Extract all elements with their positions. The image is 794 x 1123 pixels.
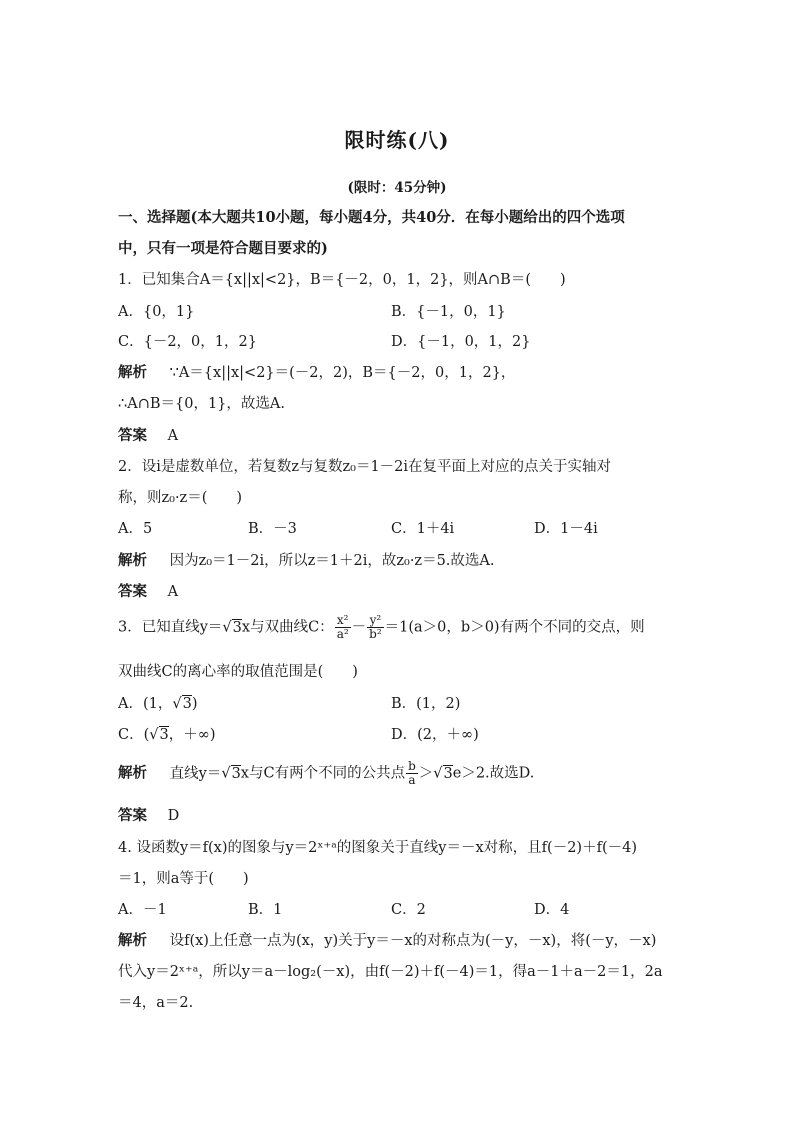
analysis-label: 解析 <box>118 552 147 569</box>
answer-label: 答案 <box>118 807 147 824</box>
q3-analysis-frac-num: b <box>408 759 416 773</box>
sqrt-symbol: √ <box>433 765 443 782</box>
section-heading-line-2: 中，只有一项是符合题目要求的) <box>118 240 328 257</box>
q2-option-a: A．5 <box>118 521 153 537</box>
q2-analysis-text: 因为z₀＝1－2i，所以z＝1＋2i，故z₀·z＝5.故选A. <box>169 553 495 569</box>
sqrt-symbol: √ <box>221 765 231 782</box>
q4-option-a: A．－1 <box>118 902 167 918</box>
q1-analysis-text-2: ∴A∩B＝{0，1}，故选A. <box>118 396 285 412</box>
q1-option-d: D．{－1，0，1，2} <box>391 334 531 350</box>
q3-analysis-pre: 直线y＝ <box>169 765 222 782</box>
q2-stem-1: 2．设i是虚数单位，若复数z与复数z₀＝1－2i在复平面上对应的点关于实轴对 <box>118 459 612 475</box>
q4-analysis-text-1: 设f(x)上任意一点为(x，y)关于y＝－x的对称点为(－y，－x)，将(－y，－x) <box>169 933 657 949</box>
q3-stem-pre: 3．已知直线y＝ <box>118 619 223 636</box>
answer-label: 答案 <box>118 583 147 600</box>
q2-option-c: C．1＋4i <box>391 521 455 537</box>
q2-option-b: B．－3 <box>248 521 297 537</box>
q3-analysis-mid: x与C有两个不同的公共点 <box>240 765 406 782</box>
q3-minus: － <box>351 619 367 636</box>
analysis-label: 解析 <box>118 932 147 949</box>
q4-analysis <box>118 929 656 950</box>
q1-analysis <box>118 361 515 382</box>
q3-option-d: D．(2，＋∞) <box>391 727 479 743</box>
section-heading-line-1: 一、选择题(本大题共10小题，每小题4分，共40分．在每小题给出的四个选项 <box>118 209 625 226</box>
q3-analysis-post: e＞2.故选D. <box>452 765 535 782</box>
q3-stem-mid: x与双曲线C： <box>241 619 334 636</box>
q3-option-c-sqrt: 3 <box>159 727 169 743</box>
q2-stem-2: 称，则z₀·z＝( ) <box>118 490 243 506</box>
q3-option-a-sqrt: 3 <box>182 696 192 712</box>
q3-analysis <box>118 760 534 787</box>
q3-analysis-gt: ＞ <box>418 765 434 782</box>
q3-sqrt-value: 3 <box>232 619 242 636</box>
q2-analysis <box>118 549 495 570</box>
q3-frac1-num: x² <box>335 614 351 628</box>
q1-answer <box>118 424 178 445</box>
q1-stem: 1．已知集合A＝{x||x|<2}，B＝{－2，0，1，2}，则A∩B＝( ) <box>118 272 566 288</box>
q1-option-c: C．{－2，0，1，2} <box>118 334 257 350</box>
q3-option-c-post: ，＋∞) <box>168 727 216 743</box>
q3-analysis-sqrt: 3 <box>231 765 241 782</box>
q3-frac2-num: y² <box>367 614 384 628</box>
q3-fraction-x <box>335 614 351 641</box>
q3-fraction-y <box>367 614 384 641</box>
q3-option-c-pre: C．( <box>118 727 150 743</box>
q3-stem-1 <box>118 614 645 641</box>
q4-option-c: C．2 <box>391 902 426 918</box>
q3-analysis-fraction <box>406 760 418 787</box>
sqrt-symbol: √ <box>222 619 232 636</box>
q3-stem-post: ＝1(a＞0，b＞0)有两个不同的交点，则 <box>384 619 645 636</box>
q3-frac1-den: a² <box>336 627 349 641</box>
q3-option-b: B．(1，2) <box>391 696 461 712</box>
q4-analysis-text-2: 代入y＝2ˣ⁺ᵃ，所以y＝a－log₂(－x)，由f(－2)＋f(－4)＝1，得a－1＋a－2＝1，2a <box>118 964 663 980</box>
q4-stem-2: ＝1，则a等于( ) <box>118 871 249 887</box>
q4-stem-1: 4. 设函数y＝f(x)的图象与y＝2ˣ⁺ᵃ的图象关于直线y＝－x对称，且f(－2)＋f(－4) <box>118 840 637 856</box>
answer-label: 答案 <box>118 427 147 444</box>
analysis-label: 解析 <box>118 764 147 782</box>
q1-option-b: B．{－1，0，1} <box>391 304 506 320</box>
q3-stem-2: 双曲线C的离心率的取值范围是( ) <box>118 664 358 680</box>
q3-option-c <box>118 723 216 744</box>
sqrt-symbol: √ <box>172 696 182 712</box>
sqrt-symbol: √ <box>149 727 159 743</box>
q4-analysis-text-3: ＝4，a＝2. <box>118 995 194 1011</box>
q3-answer <box>118 804 179 825</box>
q3-option-a <box>118 692 198 713</box>
q3-analysis-frac-den: a <box>408 773 416 787</box>
page-title: 限时练(八) <box>344 128 450 152</box>
analysis-label: 解析 <box>118 364 147 381</box>
q3-analysis-sqrt-2: 3 <box>443 765 453 782</box>
q4-option-b: B．1 <box>248 902 283 918</box>
q3-frac2-den: b² <box>369 627 382 641</box>
q2-option-d: D．1－4i <box>534 521 598 537</box>
time-limit: (限时：45分钟) <box>347 180 447 196</box>
q2-answer-value: A <box>167 584 179 600</box>
q3-option-a-pre: A．(1， <box>118 696 173 712</box>
q1-option-a: A．{0，1} <box>118 304 195 320</box>
q3-option-a-post: ) <box>191 696 198 712</box>
q1-analysis-text-1: ∵A＝{x||x|<2}＝(－2，2)，B＝{－2，0，1，2}， <box>169 365 516 381</box>
q2-answer <box>118 580 178 601</box>
q1-answer-value: A <box>167 428 179 444</box>
q3-answer-value: D <box>167 808 180 824</box>
q4-option-d: D．4 <box>534 902 570 918</box>
